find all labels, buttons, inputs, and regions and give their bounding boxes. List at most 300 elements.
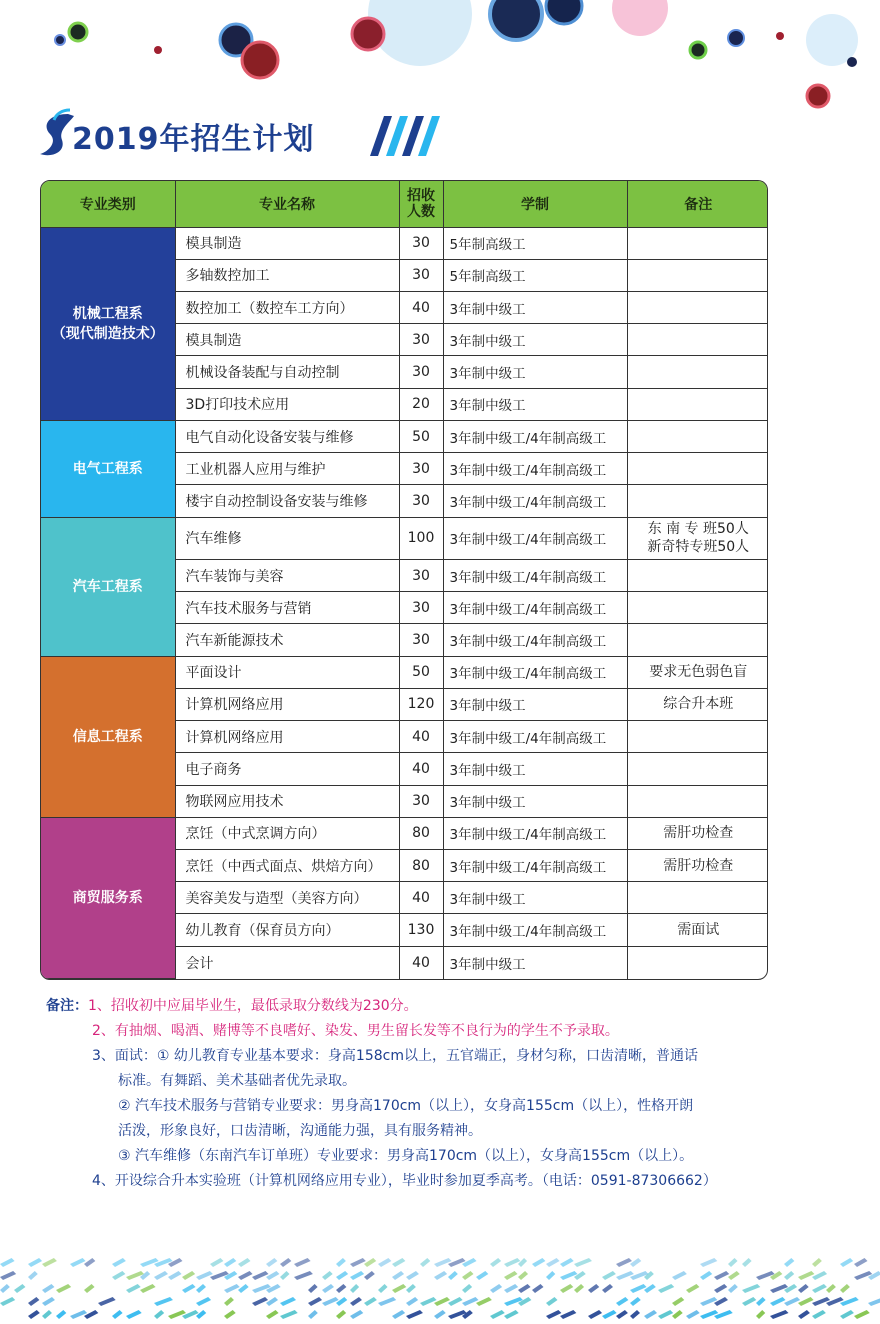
footer-stripe <box>154 1297 173 1306</box>
footer-stripe <box>364 1271 375 1280</box>
footer-stripe <box>280 1271 290 1280</box>
footer-stripe <box>112 1271 125 1280</box>
enrollment-table <box>40 180 768 980</box>
stripes-decoration <box>370 116 440 156</box>
note-cell <box>627 753 768 785</box>
footer-stripe <box>224 1297 234 1306</box>
name-cell: 数控加工（数控车工方向） <box>175 291 399 323</box>
count-cell: 30 <box>399 785 443 817</box>
duration-cell: 3年制中级工/4年制高级工 <box>443 914 627 946</box>
table-row <box>41 420 768 452</box>
footer-stripe <box>700 1310 718 1319</box>
footer-stripe <box>630 1297 641 1306</box>
note-cell <box>627 388 768 420</box>
dept-label: 电气工程系 <box>72 460 143 477</box>
name-cell: 机械设备装配与自动控制 <box>175 356 399 388</box>
footer-stripe <box>182 1284 196 1293</box>
footer-stripe <box>98 1297 116 1306</box>
footer-stripe <box>756 1310 765 1319</box>
footer-stripe <box>392 1258 405 1267</box>
footer-stripe <box>854 1310 870 1319</box>
footer-stripe <box>700 1258 717 1267</box>
footer-stripe <box>42 1310 52 1319</box>
footer-stripe <box>56 1284 71 1293</box>
footer-stripe <box>490 1284 502 1293</box>
footer-stripe <box>742 1258 752 1267</box>
duration-cell: 3年制中级工/4年制高级工 <box>443 592 627 624</box>
note-cell <box>627 688 768 720</box>
dept-cell <box>41 517 175 656</box>
footer-stripe <box>784 1271 794 1280</box>
count-cell: 30 <box>399 453 443 485</box>
footer-stripe <box>560 1284 573 1293</box>
title-banner <box>38 108 418 160</box>
footer-stripe <box>196 1297 211 1306</box>
footer-stripe <box>770 1284 788 1293</box>
footer-stripe <box>546 1258 560 1267</box>
footer-stripe <box>42 1297 55 1306</box>
dept-cell <box>41 420 175 517</box>
footer-stripe <box>868 1297 880 1306</box>
dept-label: 汽车工程系 <box>72 578 143 595</box>
footer-stripe <box>140 1284 156 1293</box>
footer-stripe <box>462 1258 477 1267</box>
footer-stripe <box>644 1284 656 1293</box>
note-cell <box>627 559 768 591</box>
count-cell: 30 <box>399 559 443 591</box>
duration-cell: 3年制中级工/4年制高级工 <box>443 817 627 849</box>
footer-stripe <box>840 1258 853 1267</box>
footer-stripe <box>266 1271 279 1280</box>
note-text: 需面试 <box>677 922 720 939</box>
note-text: 要求无色弱色盲 <box>649 664 748 681</box>
footer-stripe <box>672 1297 684 1306</box>
footer-stripe <box>84 1310 98 1319</box>
header-count-line1: 招收 <box>407 187 435 204</box>
footer-stripe <box>14 1284 25 1293</box>
count-cell: 40 <box>399 291 443 323</box>
table-row <box>41 227 768 259</box>
note-cell <box>627 914 768 946</box>
footer-stripe <box>28 1258 42 1267</box>
footer-stripe <box>630 1284 647 1293</box>
header-note: 备注 <box>627 181 768 227</box>
name-cell: 汽车技术服务与营销 <box>175 592 399 624</box>
name-cell: 计算机网络应用 <box>175 688 399 720</box>
count-cell: 20 <box>399 388 443 420</box>
footer-stripe <box>42 1258 57 1267</box>
footer-stripe <box>154 1310 164 1319</box>
footer-stripe <box>266 1258 277 1267</box>
footer-stripe <box>28 1297 39 1306</box>
decorative-bubbles <box>0 0 880 110</box>
remark-4: 4、开设综合升本实验班（计算机网络应用专业），毕业时参加夏季高考。（电话：0591-87306662） <box>92 1173 717 1189</box>
footer-stripe <box>336 1310 346 1319</box>
footer-stripe <box>336 1284 346 1293</box>
count-cell: 50 <box>399 656 443 688</box>
footer-stripe <box>770 1297 786 1306</box>
footer-stripe <box>714 1310 733 1319</box>
footer-stripe <box>644 1310 657 1319</box>
note-cell <box>627 453 768 485</box>
duration-cell: 3年制中级工/4年制高级工 <box>443 656 627 688</box>
header-count-line2: 人数 <box>407 203 435 220</box>
footer-stripe <box>364 1297 377 1306</box>
remark-2: 2、有抽烟、喝酒、赌博等不良嗜好、染发、男生留长发等不良行为的学生不予录取。 <box>92 1023 619 1039</box>
note-text: 综合升本班 <box>663 696 734 713</box>
remark-1 <box>46 994 836 1019</box>
footer-stripe <box>588 1310 602 1319</box>
footer-stripe <box>602 1310 617 1319</box>
footer-stripe <box>574 1258 592 1267</box>
footer-stripe <box>518 1258 527 1267</box>
footer-stripe <box>504 1310 519 1319</box>
footer-stripe <box>420 1258 430 1267</box>
footer-stripe <box>336 1297 347 1306</box>
count-cell: 40 <box>399 946 443 978</box>
footer-stripe <box>798 1271 814 1280</box>
footer-stripe <box>560 1258 574 1267</box>
note-cell <box>627 850 768 882</box>
name-cell: 会计 <box>175 946 399 978</box>
footer-stripe <box>392 1284 406 1293</box>
footer-stripe <box>476 1271 488 1280</box>
note-cell <box>627 259 768 291</box>
footer-stripe <box>616 1297 628 1306</box>
duration-cell: 3年制中级工 <box>443 882 627 914</box>
footer-stripe <box>350 1284 359 1293</box>
footer-stripe <box>196 1271 213 1280</box>
footer-stripe <box>546 1271 555 1280</box>
name-cell: 汽车装饰与美容 <box>175 559 399 591</box>
footer-stripe <box>28 1310 40 1319</box>
dept-label: 商贸服务系 <box>72 889 143 906</box>
footer-stripe <box>616 1258 632 1267</box>
count-cell: 30 <box>399 227 443 259</box>
note-text: 东 南 专 班50人 <box>647 521 749 538</box>
duration-cell: 3年制中级工 <box>443 388 627 420</box>
footer-stripe <box>0 1297 15 1306</box>
footer-stripe <box>154 1271 168 1280</box>
footer-stripe <box>686 1310 700 1319</box>
count-cell: 30 <box>399 259 443 291</box>
footer-stripe <box>294 1258 311 1267</box>
footer-stripe <box>28 1271 38 1280</box>
remark-3e: ③ 汽车维修（东南汽车订单班）专业要求：男身高170cm（以上），女身高155cm（以上）。 <box>118 1148 694 1164</box>
name-cell: 美容美发与造型（美容方向） <box>175 882 399 914</box>
footer-stripe <box>56 1310 66 1319</box>
note-text: 需肝功检查 <box>663 825 734 842</box>
footer-stripe <box>462 1284 472 1293</box>
dept-label: 机械工程系 <box>72 305 143 322</box>
count-cell: 30 <box>399 356 443 388</box>
footer-stripe <box>112 1258 126 1267</box>
footer-stripe <box>112 1310 123 1319</box>
footer-stripe <box>784 1258 794 1267</box>
footer-stripe <box>546 1297 558 1306</box>
footer-stripe <box>350 1271 364 1280</box>
footer-stripe <box>504 1284 518 1293</box>
footer-stripe <box>630 1310 640 1319</box>
name-cell: 3D打印技术应用 <box>175 388 399 420</box>
duration-cell: 3年制中级工/4年制高级工 <box>443 721 627 753</box>
duration-cell: 3年制中级工/4年制高级工 <box>443 485 627 517</box>
footer-stripe <box>406 1284 416 1293</box>
table-row <box>41 656 768 688</box>
footer-stripe <box>672 1310 683 1319</box>
note-cell <box>627 592 768 624</box>
footer-stripe <box>280 1258 291 1267</box>
dept-label: 信息工程系 <box>72 728 143 745</box>
footer-stripe <box>840 1284 850 1293</box>
footer-stripe <box>812 1258 822 1267</box>
footer-stripe <box>742 1297 756 1306</box>
footer-stripe <box>812 1284 827 1293</box>
footer-stripe <box>448 1258 466 1267</box>
footer-stripe <box>798 1310 810 1319</box>
footer-stripe <box>756 1297 766 1306</box>
duration-cell: 3年制中级工/4年制高级工 <box>443 420 627 452</box>
footer-stripe <box>224 1284 240 1293</box>
note-cell <box>627 785 768 817</box>
duration-cell: 3年制中级工/4年制高级工 <box>443 517 627 559</box>
footer-stripe <box>826 1284 836 1293</box>
footer-stripe <box>266 1310 279 1319</box>
footer-stripe <box>182 1310 199 1319</box>
footer-stripe <box>728 1271 740 1280</box>
name-cell: 物联网应用技术 <box>175 785 399 817</box>
footer-stripe <box>378 1284 388 1293</box>
footer-stripe <box>798 1297 814 1306</box>
footer-stripe <box>700 1297 717 1306</box>
header-name: 专业名称 <box>175 181 399 227</box>
footer-stripe <box>560 1310 576 1319</box>
header-dept: 专业类别 <box>41 181 175 227</box>
note-cell <box>627 624 768 656</box>
header-duration: 学制 <box>443 181 627 227</box>
footer-stripe <box>42 1284 54 1293</box>
footer-stripe <box>252 1297 268 1306</box>
dept-cell <box>41 656 175 817</box>
name-cell: 汽车新能源技术 <box>175 624 399 656</box>
duration-cell: 3年制中级工 <box>443 356 627 388</box>
duration-cell: 3年制中级工/4年制高级工 <box>443 559 627 591</box>
footer-stripe <box>630 1258 641 1267</box>
footer-stripe <box>336 1258 346 1267</box>
footer-stripe <box>770 1310 789 1319</box>
footer-stripe <box>182 1271 195 1280</box>
footer-stripe <box>434 1258 452 1267</box>
footer-stripe <box>378 1258 391 1267</box>
note-cell <box>627 227 768 259</box>
footer-stripe <box>434 1271 447 1280</box>
footer-stripe <box>336 1271 348 1280</box>
footer-stripe <box>252 1271 269 1280</box>
footer-stripe <box>854 1258 868 1267</box>
note-cell <box>627 817 768 849</box>
note-cell <box>627 291 768 323</box>
duration-cell: 3年制中级工 <box>443 688 627 720</box>
footer-stripe <box>168 1310 186 1319</box>
footer-stripe <box>350 1310 363 1319</box>
remark-3c: ② 汽车技术服务与营销专业要求：男身高170cm（以上），女身高155cm（以上），性格开朗 <box>118 1098 694 1114</box>
duration-cell: 5年制高级工 <box>443 259 627 291</box>
remarks-section <box>46 994 836 1194</box>
count-cell: 30 <box>399 592 443 624</box>
footer-stripe <box>224 1258 236 1267</box>
footer-stripe <box>532 1258 545 1267</box>
name-cell: 烹饪（中式烹调方向） <box>175 817 399 849</box>
footer-stripe <box>448 1297 463 1306</box>
footer-stripe <box>322 1284 334 1293</box>
duration-cell: 3年制中级工/4年制高级工 <box>443 850 627 882</box>
footer-stripe <box>812 1297 830 1306</box>
footer-stripe <box>574 1284 584 1293</box>
footer-stripe <box>224 1310 236 1319</box>
footer-stripe <box>0 1258 15 1267</box>
footer-stripe <box>686 1284 699 1293</box>
duration-cell: 3年制中级工/4年制高级工 <box>443 624 627 656</box>
footer-stripe <box>168 1271 182 1280</box>
footer-stripe <box>546 1310 561 1319</box>
count-cell: 40 <box>399 882 443 914</box>
note-cell <box>627 721 768 753</box>
count-cell: 130 <box>399 914 443 946</box>
footer-stripe <box>280 1310 298 1319</box>
count-cell: 40 <box>399 721 443 753</box>
footer-stripe <box>588 1284 599 1293</box>
footer-stripe <box>406 1271 419 1280</box>
note-cell <box>627 882 768 914</box>
footer-stripe <box>434 1297 450 1306</box>
footer-stripe <box>266 1297 278 1306</box>
footer-stripe <box>812 1310 826 1319</box>
footer-stripe <box>714 1271 729 1280</box>
footer-stripe <box>728 1284 738 1293</box>
footer-stripe <box>504 1258 520 1267</box>
footer-stripe <box>350 1258 366 1267</box>
note-cell <box>627 946 768 978</box>
note-cell <box>627 485 768 517</box>
count-cell: 80 <box>399 817 443 849</box>
footer-stripe <box>126 1310 142 1319</box>
name-cell: 烹饪（中西式面点、烘焙方向） <box>175 850 399 882</box>
note-cell <box>627 324 768 356</box>
footer-stripe <box>238 1258 251 1267</box>
footer-stripe <box>434 1310 446 1319</box>
duration-cell: 3年制中级工 <box>443 324 627 356</box>
footer-stripe <box>280 1297 296 1306</box>
duration-cell: 3年制中级工 <box>443 785 627 817</box>
dept-cell <box>41 227 175 420</box>
footer-stripe <box>742 1284 760 1293</box>
footer-stripe <box>840 1310 854 1319</box>
table-header-row <box>41 181 768 227</box>
footer-stripe <box>798 1284 809 1293</box>
footer-stripe <box>840 1297 859 1306</box>
name-cell: 计算机网络应用 <box>175 721 399 753</box>
footer-stripe <box>700 1271 712 1280</box>
footer-stripe <box>238 1271 253 1280</box>
footer-stripe <box>406 1297 418 1306</box>
footer-stripe <box>560 1271 578 1280</box>
footer-stripe <box>392 1310 405 1319</box>
footer-stripe <box>602 1271 616 1280</box>
name-cell: 工业机器人应用与维护 <box>175 453 399 485</box>
name-cell: 电子商务 <box>175 753 399 785</box>
footer-stripe <box>70 1258 86 1267</box>
footer-stripe <box>518 1271 528 1280</box>
footer-stripe <box>658 1284 674 1293</box>
footer-stripe <box>70 1310 87 1319</box>
footer-stripe <box>308 1310 318 1319</box>
footer-stripe <box>658 1310 673 1319</box>
note-text: 需肝功检查 <box>663 857 734 874</box>
footer-stripe <box>854 1271 872 1280</box>
page-title: 2019年招生计划 <box>72 122 315 157</box>
name-cell: 多轴数控加工 <box>175 259 399 291</box>
duration-cell: 3年制中级工 <box>443 946 627 978</box>
footer-stripe <box>322 1297 339 1306</box>
footer-stripe <box>210 1258 223 1267</box>
footer-stripe <box>0 1284 10 1293</box>
footer-stripe <box>196 1284 206 1293</box>
count-cell: 40 <box>399 753 443 785</box>
footer-stripe <box>126 1284 141 1293</box>
footer-stripe <box>518 1284 531 1293</box>
name-cell: 模具制造 <box>175 227 399 259</box>
footer-stripe <box>448 1271 458 1280</box>
count-cell: 30 <box>399 624 443 656</box>
count-cell: 50 <box>399 420 443 452</box>
footer-stripe <box>812 1271 827 1280</box>
count-cell: 100 <box>399 517 443 559</box>
footer-stripe <box>714 1284 727 1293</box>
footer-decoration <box>0 1248 880 1324</box>
count-cell: 80 <box>399 850 443 882</box>
name-cell: 电气自动化设备安装与维修 <box>175 420 399 452</box>
footer-stripe <box>322 1271 333 1280</box>
footer-stripe <box>308 1297 322 1306</box>
note-cell <box>627 356 768 388</box>
table-row <box>41 517 768 559</box>
footer-stripe <box>392 1271 404 1280</box>
footer-stripe <box>728 1258 738 1267</box>
remark-3a: 3、面试：① 幼儿教育专业基本要求：身高158cm以上，五官端正，身材匀称，口齿清晰，普通话 <box>92 1048 698 1064</box>
remark-3d: 活泼，形象良好，口齿清晰，沟通能力强，具有服务精神。 <box>118 1123 482 1139</box>
duration-cell: 3年制中级工/4年制高级工 <box>443 453 627 485</box>
duration-cell: 5年制高级工 <box>443 227 627 259</box>
footer-stripe <box>126 1271 144 1280</box>
footer-stripe <box>462 1297 479 1306</box>
name-cell: 幼儿教育（保育员方向） <box>175 914 399 946</box>
footer-stripe <box>504 1271 518 1280</box>
name-cell: 平面设计 <box>175 656 399 688</box>
note-cell <box>627 656 768 688</box>
table-row <box>41 817 768 849</box>
footer-stripe <box>420 1297 437 1306</box>
name-cell: 楼宇自动控制设备安装与维修 <box>175 485 399 517</box>
footer-stripe <box>238 1284 249 1293</box>
footer-stripe <box>476 1297 492 1306</box>
footer-stripe <box>350 1297 362 1306</box>
footer-stripe <box>308 1284 318 1293</box>
count-cell: 30 <box>399 324 443 356</box>
footer-stripe <box>532 1284 544 1293</box>
footer-stripe <box>294 1271 313 1280</box>
header-count <box>399 181 443 227</box>
note-cell <box>627 420 768 452</box>
